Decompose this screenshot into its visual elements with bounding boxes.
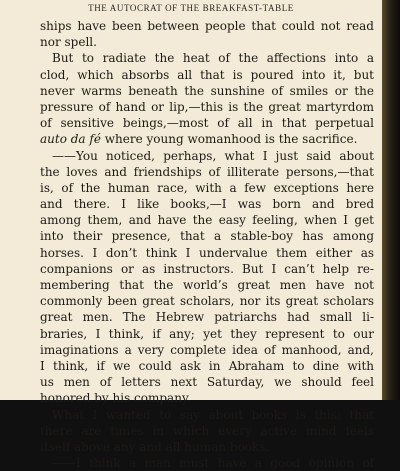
text-line: braries, I think, if any; yet they represent to our — [40, 326, 374, 341]
text-line: ——You noticed, perhaps, what I just said about — [40, 148, 374, 163]
text-line: companions or as instructors. But I can’t help re- — [40, 261, 374, 276]
text-line: I think, if we could ask in Abraham to dine with — [40, 358, 374, 373]
running-head: THE AUTOCRAT OF THE BREAKFAST-TABLE — [88, 3, 294, 13]
text-line: pressure of hand or lip,—this is the great martyrdom — [40, 99, 374, 114]
text-line: into their presence, that a stable-boy has among — [40, 229, 374, 244]
text-line: clod, which absorbs all that is poured into it, but — [40, 67, 374, 82]
text-line: nor spell. — [40, 35, 97, 50]
text-line: of sensitive beings,—most of all in that perpetual — [40, 116, 374, 131]
text-line: the loves and friendships of illiterate persons,—that — [40, 164, 374, 179]
text-line: itself above any and all human books. — [40, 439, 270, 454]
text-line: never warms beneath the sunshine of smiles or the — [40, 83, 374, 98]
text-line: ships have been between people that could not read — [40, 19, 374, 33]
text-line: membering that the world’s great men have not — [40, 278, 374, 292]
page-edge-shadow — [382, 0, 400, 400]
text-line: ——I think a man must have a good opinion of — [40, 456, 374, 471]
text-line: What I wanted to say about books is this: that — [40, 407, 374, 422]
text-line: commonly been great scholars, nor its great scholars — [40, 294, 374, 309]
text-line: auto da fé where young womanhood is the sacrifice. — [40, 132, 358, 147]
body-text — [40, 18, 374, 471]
text-line: honored by his company. — [40, 391, 191, 406]
text-line: there are times in which every active mind feels — [40, 423, 374, 438]
text-line: But to radiate the heat of the affections into a — [40, 51, 374, 66]
text-line: among them, and have the easy feeling, when I get — [40, 213, 374, 228]
text-line: horses. I don’t think I undervalue them either as — [40, 245, 374, 260]
text-line: imaginations a very complete idea of manhood, and, — [40, 342, 374, 357]
text-line: and there. I like books,—I was born and bred — [40, 197, 374, 212]
text-line: us men of letters next Saturday, we should feel — [40, 375, 374, 390]
text-line: great men. The Hebrew patriarchs had small li- — [40, 310, 374, 325]
text-line: is, of the human race, with a few exceptions here — [40, 180, 374, 195]
italic-phrase: auto da fé — [40, 132, 101, 147]
